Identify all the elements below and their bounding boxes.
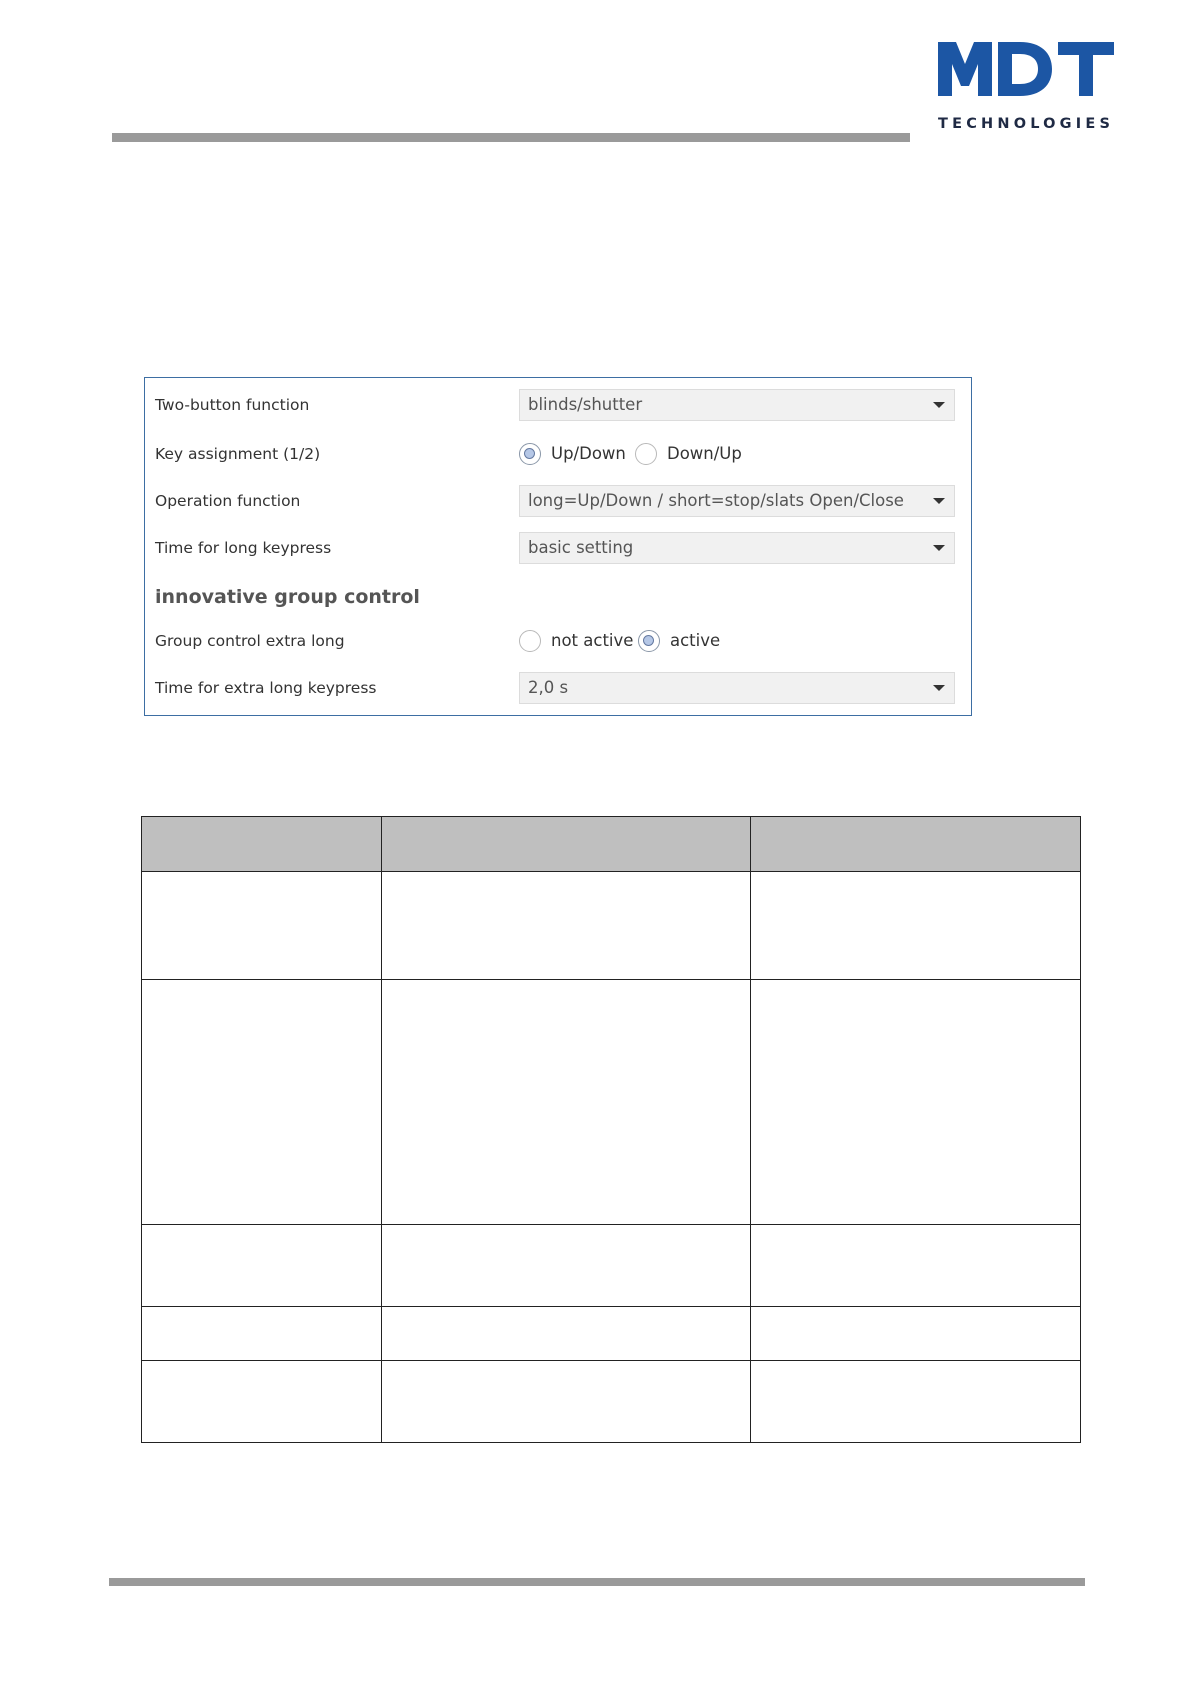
param-label-two-button-function: Two-button function xyxy=(155,396,310,414)
section-heading-group-control: innovative group control xyxy=(155,586,420,608)
table-cell xyxy=(142,872,382,980)
table-row xyxy=(142,1224,1081,1306)
table-row xyxy=(142,1360,1081,1442)
table-cell xyxy=(751,872,1081,980)
header-rule xyxy=(112,133,910,142)
table-cell xyxy=(751,980,1081,1224)
table-row xyxy=(142,980,1081,1224)
param-label-time-long-keypress: Time for long keypress xyxy=(155,539,332,557)
select-operation-function[interactable] xyxy=(519,485,955,517)
table-row xyxy=(142,872,1081,980)
param-label-operation-function: Operation function xyxy=(155,492,301,510)
select-time-extra-long-keypress[interactable] xyxy=(519,672,955,704)
radio-label-down-up: Down/Up xyxy=(667,444,742,463)
select-value: blinds/shutter xyxy=(528,395,643,414)
header-cell xyxy=(382,817,751,872)
dropdown-arrow-icon xyxy=(933,498,945,504)
dropdown-arrow-icon xyxy=(933,545,945,551)
table-cell xyxy=(382,980,751,1224)
select-value: 2,0 s xyxy=(528,678,569,697)
dropdown-arrow-icon xyxy=(933,402,945,408)
radio-down-up[interactable] xyxy=(635,443,657,465)
table-cell xyxy=(142,1360,382,1442)
radio-not-active[interactable] xyxy=(519,630,541,652)
header-cell xyxy=(142,817,382,872)
table-cell xyxy=(751,1224,1081,1306)
table-header-row xyxy=(142,817,1081,872)
parameter-dialog xyxy=(144,377,972,716)
table-cell xyxy=(751,1360,1081,1442)
param-label-key-assignment: Key assignment (1/2) xyxy=(155,445,321,463)
table-row xyxy=(142,1306,1081,1360)
radio-label-up-down: Up/Down xyxy=(551,444,626,463)
table-cell xyxy=(142,1224,382,1306)
select-value: basic setting xyxy=(528,538,634,557)
param-label-group-control-extra-long: Group control extra long xyxy=(155,632,345,650)
table-cell xyxy=(751,1306,1081,1360)
table-cell xyxy=(142,1306,382,1360)
select-two-button-function[interactable] xyxy=(519,389,955,421)
radio-label-active: active xyxy=(670,631,721,650)
table-cell xyxy=(382,872,751,980)
table-cell xyxy=(382,1224,751,1306)
dropdown-arrow-icon xyxy=(933,685,945,691)
select-time-long-keypress[interactable] xyxy=(519,532,955,564)
table-cell xyxy=(142,980,382,1224)
mdt-logo xyxy=(938,42,1114,132)
radio-label-not-active: not active xyxy=(551,631,634,650)
logo-subtitle: TECHNOLOGIES xyxy=(938,116,1115,132)
radio-active[interactable] xyxy=(638,630,660,652)
param-label-time-extra-long-keypress: Time for extra long keypress xyxy=(155,679,377,697)
table-cell xyxy=(382,1306,751,1360)
mdt-logo-mark xyxy=(938,42,1114,104)
select-value: long=Up/Down / short=stop/slats Open/Close xyxy=(528,491,904,510)
footer-rule xyxy=(109,1578,1085,1586)
header-cell xyxy=(751,817,1081,872)
parameter-table xyxy=(141,816,1081,1443)
table-cell xyxy=(382,1360,751,1442)
radio-up-down[interactable] xyxy=(519,443,541,465)
